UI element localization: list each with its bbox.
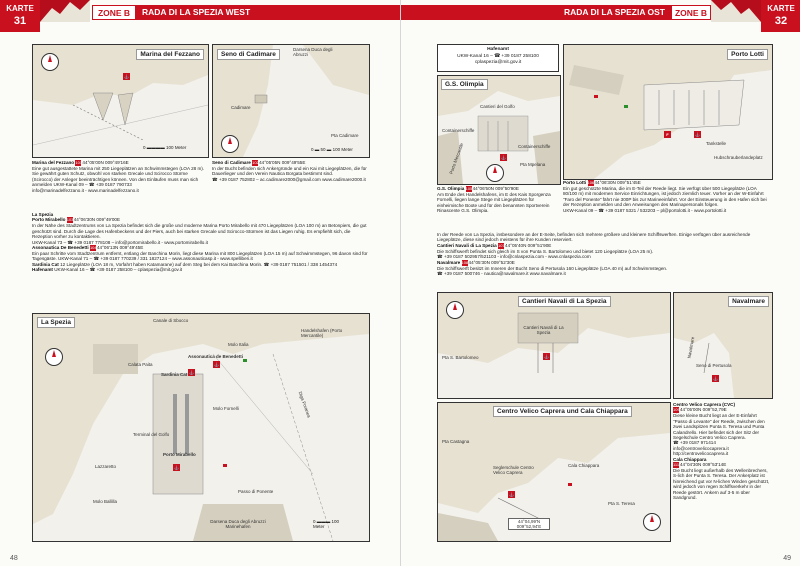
compass-icon [643, 513, 661, 531]
map-label: Seno di Pertusola [696, 363, 732, 368]
hafenamt-box: Hafenamt UKW-Kanal 16 – ☎ +39 0187 258100 cplaspezia@mit.gov.it [437, 44, 559, 72]
map-olimpia [437, 75, 561, 185]
map-label: Terminal del Golfo [133, 432, 170, 437]
marina-number-icon: 108 [461, 259, 469, 265]
map-label: Cadimare [231, 105, 251, 110]
corner-map-thumbnail [40, 0, 90, 22]
map-cadimare [212, 44, 370, 158]
map-label: Darsena Duca degli Abruzzi [293, 47, 333, 57]
map-label: Cantieri Navali di La Spezia [523, 325, 564, 335]
map-label: Molo Italia [228, 342, 249, 347]
map-label: Pta Mpelana [520, 162, 546, 167]
right-page [400, 0, 800, 566]
map-title: Porto Lotti [727, 49, 768, 60]
map-label: Assonautica de Benedetti [188, 354, 244, 359]
map-label: Porto Mercantile [448, 142, 465, 175]
marina-marker-icon: ⚓ [124, 74, 129, 79]
marina-number-icon: 104 [89, 245, 97, 251]
map-navalmare [673, 292, 773, 399]
corner-map-thumbnail [711, 0, 761, 22]
zone-label: ZONE B [92, 5, 136, 20]
map-label: Diga Foranea [297, 390, 312, 419]
marina-marker-icon: ⚓ [509, 492, 514, 497]
map-label: Pta S. Teresa [608, 501, 635, 506]
map-label: Sardinia Cat [161, 372, 188, 377]
buoy-red-icon [223, 464, 227, 467]
map-label: Navalmare [686, 336, 696, 359]
karte-badge-right [761, 0, 800, 32]
map-title: La Spezia [37, 317, 75, 328]
map-label: Passo di Ponente [238, 489, 274, 494]
map-label: Canale di Sbocco [153, 318, 189, 323]
map-title: Centro Velico Caprera und Cala Chiappara [493, 406, 632, 417]
marina-number-icon: 111 [673, 462, 680, 468]
text-cadimare: Seno di Cadimare 10244°05'05N 009°49'55E In der Bucht befinden sich Ankergründe und ein Kai mit Liegeplätzen, die für Dauerlieger und den Verein Nautica Borgata bestimmt sind. ☎ +39 0187 752802 – ac.cadimare2000@gmail.com www.cadimare2000.it [212, 160, 367, 182]
compass-icon [41, 53, 59, 71]
text-caprera: Centro Velico Caprera (CVC) 10944°05'00N 009°52,79E Diese kleine Bucht liegt an der E-Einfahrt "Passo di Levante" der Reede, zwischen den zwei Landspitzen Punta S. Teresa und Punta Calandrello. Hier befindet sich der Sitz der Segelschule Centro Velico Caprera. ☎ +39 0187 971414 info@centrovelicocaprera.it http://centrovelicocaprera.it Cala Chiappara 11144°04'30N 009°53'14E Die Bucht liegt außerhalb des Wellenbrechers, S-lich der Punta S. Teresa. Der Ankerplatz ist hinreichend gut vor N-lichen Winden geschützt, wird jedoch von regen Schiffsverkehr in der Reede gestört. Ankern auf 3-5 m über Sandgrund. [673, 402, 770, 501]
compass-icon [45, 348, 63, 366]
map-label: Pta S. Bartolomeo [442, 355, 479, 360]
map-cantieri [437, 292, 671, 399]
marina-marker-icon: ⚓ [713, 376, 718, 381]
page-title: RADA DI LA SPEZIA OST [401, 5, 671, 20]
map-title: Seno di Cadimare [217, 49, 280, 60]
marina-marker-icon: ⚓ [544, 354, 549, 359]
coordinate-label: 44°04,99'N 009°52,94'E [508, 518, 550, 530]
marina-marker-icon: ⚓ [695, 132, 700, 137]
map-label: Pta Cadimare [331, 133, 359, 138]
marina-marker-icon: ⚓ [214, 362, 219, 367]
map-label: Darsena Duca degli Abruzzi Marinehafen [210, 519, 266, 529]
text-reede: In der Reede von La Spezia, insbesondere an der E-Seite, befinden sich mehrere größere und kleinere Schiffswerften. Einige verfügen über ausreichende Liegeplätze, diese sind jedoch meistens für ihre Kunden reserviert. Cantieri Navali di La Spezia 10744°05'40N 009°51'90E Die Schiffswerft befindet sich gleich im S von Punta S. Bartolomeo und bietet 120 Liegeplätze (LOA 25 m). ☎ +39 0187 502957/521103 - info@cnlaspezia.com - www.cnlaspezia.com Navalmare 10844°05'30N 009°52'30E Die Schiffswerft besitzt im Inneren der Bucht Seno di Pertusola 160 Liegeplätze (LOA 40 m) auf Schwimmstegen. ☎ +39 0187 500746 - nautica@navalmare.it www.navalmare.it [437, 232, 751, 277]
map-label: Pta Castagna [442, 439, 470, 444]
karte-number: 31 [13, 15, 27, 27]
text-olimpia: G.S. Olimpia 10544°06'50N 009°50'90E Am Ende des Handelshafens, im E des Kais Sporgenza Fornelli, liegen lange Stege mit Liegeplätzen für einheimische Boote und für den benannten Sportverein Rinascente G.S. Olimpia. [437, 186, 551, 214]
page-number: 48 [10, 555, 18, 562]
map-caprera [437, 402, 671, 542]
map-label: Cantieri del Golfo [480, 104, 515, 109]
buoy-green-icon [624, 105, 628, 108]
map-label: Handelshafen (Porto Mercantile) [301, 328, 343, 338]
map-label: Porto Mirabello [163, 452, 196, 457]
compass-icon [221, 135, 239, 153]
map-label: Containerschiffe [442, 128, 475, 133]
zone-label: ZONE B [671, 5, 711, 20]
scale-bar: 0 ▬ 50 ▬ 100 Meter [311, 147, 353, 152]
map-label: Lazzaretto [95, 464, 117, 469]
map-label: Molo Ballilla [93, 499, 118, 504]
map-label: Molo Fornelli [213, 406, 239, 411]
map-laspezia [32, 313, 370, 542]
karte-label: KARTE [767, 4, 795, 13]
map-title: Cantieri Navali di La Spezia [518, 296, 611, 307]
compass-icon [446, 301, 464, 319]
map-label: Calata Paita [128, 362, 153, 367]
text-laspezia: La Spezia Porto Mirabello 10344°06'30N 009°49'00E In der Nähe des Stadtzentrums von La Spezia befindet sich die große und moderne Marina Porto Mirabello mit 470 Liegeplätzen (LOA 100 m) an Betonpiers, die gut geschützt sind. Durch die Lage des Hafenbeckens und der Piers, auch bei starken Grecale und Scirocco-Stürmen ist das Liegen ruhig. Es empfiehlt sich, die Rezeption vorher zu kontaktieren. UKW-Kanal 73 – ☎ +39 0187 778108 – info@portomirabello.it - www.portomirabello.it Assonautica De Benedetti 10444°06'13N 009°49'45E Ein paar Schritte vom Stadtzentrum entfernt, entlang der Banchina Morin, liegt diese Marina mit 800 Liegeplätzen (LOA 15 m) auf Schwimmstegen, 96 davon sind für Tagesgäste. UKW-Kanal 71 – ☎ +39 0187 770239 / 331 1827124 – www.assonauticasp.it - www.spelliberi.it Sardinia Cat 12 Liegeplätze (LOA 18 m, Vorfahrt haben Katamarane) auf dem Steg bei dem Kai Banchina Morin. ☎ +39 0187 751501 / 338 1454374 Hafenamt UKW-Kanal 16 – ☎ +39 0187 258100 – cplaspezia@mit.gov.it [32, 212, 368, 273]
page-number: 49 [783, 555, 791, 562]
marina-marker-icon: ⚓ [174, 465, 179, 470]
marina-number-icon: 106 [587, 180, 595, 185]
map-label: Containerschiffe [518, 144, 551, 149]
scale-bar: 0 ▬▬▬ 100 Meter [313, 519, 340, 529]
scale-bar: 0 ▬▬▬▬ 100 Meter [143, 145, 187, 150]
marina-marker-icon: ⚓ [189, 370, 194, 375]
buoy-green-icon [243, 359, 247, 362]
buoy-red-icon [594, 95, 598, 98]
fuel-icon: F [664, 131, 671, 138]
map-label: Seglerschule Centro Velico Caprera [493, 465, 534, 475]
map-title: G.S. Olimpia [441, 79, 488, 90]
karte-number: 32 [774, 15, 788, 27]
map-label: Tankstelle [706, 141, 727, 146]
map-label: Hubschrauberlandeplatz [714, 155, 763, 160]
text-fezzano: Marina del Fezzano 10144°05'00N 009°49'16E Eine gut ausgestattete Marina mit 250 Liegeplätzen an Schwimmstegen (LOA 28 m). Sie gewährt guten Schutz, obwohl von starken Grecale und Scirocco Stürme (Scirocco) der Anleger beeinträchtigen können. Von den Einläufen muss man sich anmelden UKW-Kanal 09 – ☎ +39 0187 790733 info@marinadelfezzano.it - www.marinadelfezzano.it [32, 160, 205, 193]
marina-marker-icon: ⚓ [501, 155, 506, 160]
marina-number-icon: 101 [75, 160, 83, 165]
marina-number-icon: 103 [66, 217, 74, 223]
map-lotti [563, 44, 773, 180]
compass-icon [486, 164, 504, 182]
karte-badge-left [0, 0, 40, 32]
marina-number-icon: 102 [252, 160, 259, 165]
map-label: Cala Chiappara [568, 463, 600, 468]
map-fezzano [32, 44, 209, 158]
marina-number-icon: 107 [498, 242, 505, 248]
buoy-red-icon [568, 483, 572, 486]
marina-number-icon: 109 [673, 407, 680, 413]
karte-label: KARTE [6, 4, 34, 13]
page-title: RADA DI LA SPEZIA WEST [136, 5, 400, 20]
text-lotti: Porto Lotti 10644°06'30N 009°51'45E Ein gut geschützte Marina, die im E-Teil der Reede liegt. Sie verfügt über 500 Liegeplätze (LOA 80/100 m) mit modernen Service Einrichtungen, ist jedoch ziemlich teuer. Vorher an der W-Einfahrt "Faro del Ponente" fährt nie 300P bis zur Marineeinfahrt. Vor der Einsteuerung in den Hafen sich bei der Rezeption anmelden und den Anweisungen des Marinapersonals folgen. UKW-Kanal 09 – ☎ +39 0187 5321 / 532203 – pl@portolotti.it - www.portolotti.it [563, 180, 767, 213]
marina-number-icon: 105 [465, 186, 473, 191]
map-title: Navalmare [728, 296, 769, 307]
map-title: Marina del Fezzano [136, 49, 204, 60]
